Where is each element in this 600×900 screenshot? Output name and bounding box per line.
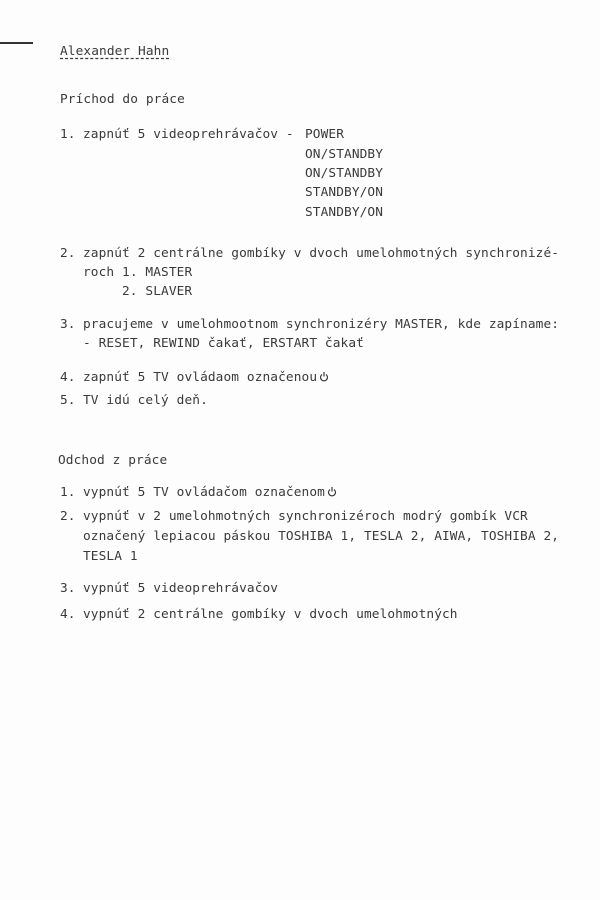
departure-item-4-text: vypnúť 2 centrálne gombíky v dvoch umelohmotných: [83, 607, 458, 622]
arrival-item-4: [83, 371, 329, 385]
departure-item-4-num: 4.: [60, 607, 76, 622]
arrival-item-1-sub: POWER: [305, 127, 345, 142]
arrival-item-1-num: 1.: [60, 127, 76, 142]
power-icon: [319, 371, 329, 382]
arrival-item-3-num: 3.: [60, 317, 76, 332]
author-name: Alexander Hahn: [60, 44, 170, 59]
arrival-item-3-text: pracujeme v umelohmootnom synchronizéry MASTER, kde zapíname:: [83, 317, 560, 332]
arrival-item-2-cont2: 2. SLAVER: [122, 284, 193, 299]
departure-heading: Odchod z práce: [58, 453, 168, 468]
arrival-item-1-sub: STANDBY/ON: [305, 205, 384, 220]
arrival-item-4-num: 4.: [60, 370, 76, 385]
departure-item-3-num: 3.: [60, 581, 76, 596]
margin-mark: [0, 42, 33, 44]
departure-item-1-num: 1.: [60, 485, 76, 500]
arrival-item-5-num: 5.: [60, 393, 76, 408]
departure-item-2-num: 2.: [60, 509, 76, 524]
arrival-heading: Príchod do práce: [60, 92, 185, 107]
arrival-item-4-text: zapnúť 5 TV ovládaom označenou: [83, 370, 318, 385]
departure-item-1-text: vypnúť 5 TV ovládačom označenom: [83, 485, 325, 500]
arrival-item-2-num: 2.: [60, 246, 76, 261]
departure-item-3-text: vypnúť 5 videoprehrávačov: [83, 581, 279, 596]
departure-item-2-text: vypnúť v 2 umelohmotných synchronizéroch modrý gombík VCR: [83, 509, 528, 524]
arrival-item-1-sub: ON/STANDBY: [305, 166, 384, 181]
arrival-item-5-text: TV idú celý deň.: [83, 393, 208, 408]
arrival-item-1-sub: ON/STANDBY: [305, 147, 384, 162]
departure-item-2-cont2: TESLA 1: [83, 549, 138, 564]
power-icon: [327, 486, 337, 497]
arrival-item-3-cont: - RESET, REWIND čakať, ERSTART čakať: [83, 336, 364, 351]
arrival-item-2-cont: roch 1. MASTER: [83, 265, 193, 280]
arrival-item-1-text: zapnúť 5 videoprehrávačov -: [83, 127, 302, 142]
departure-item-1: [83, 486, 337, 500]
arrival-item-2-text: zapnúť 2 centrálne gombíky v dvoch umelohmotných synchronizé-: [83, 246, 560, 261]
departure-item-2-cont: označený lepiacou páskou TOSHIBA 1, TESLA 2, AIWA, TOSHIBA 2,: [83, 529, 560, 544]
arrival-item-1-sub: STANDBY/ON: [305, 185, 384, 200]
